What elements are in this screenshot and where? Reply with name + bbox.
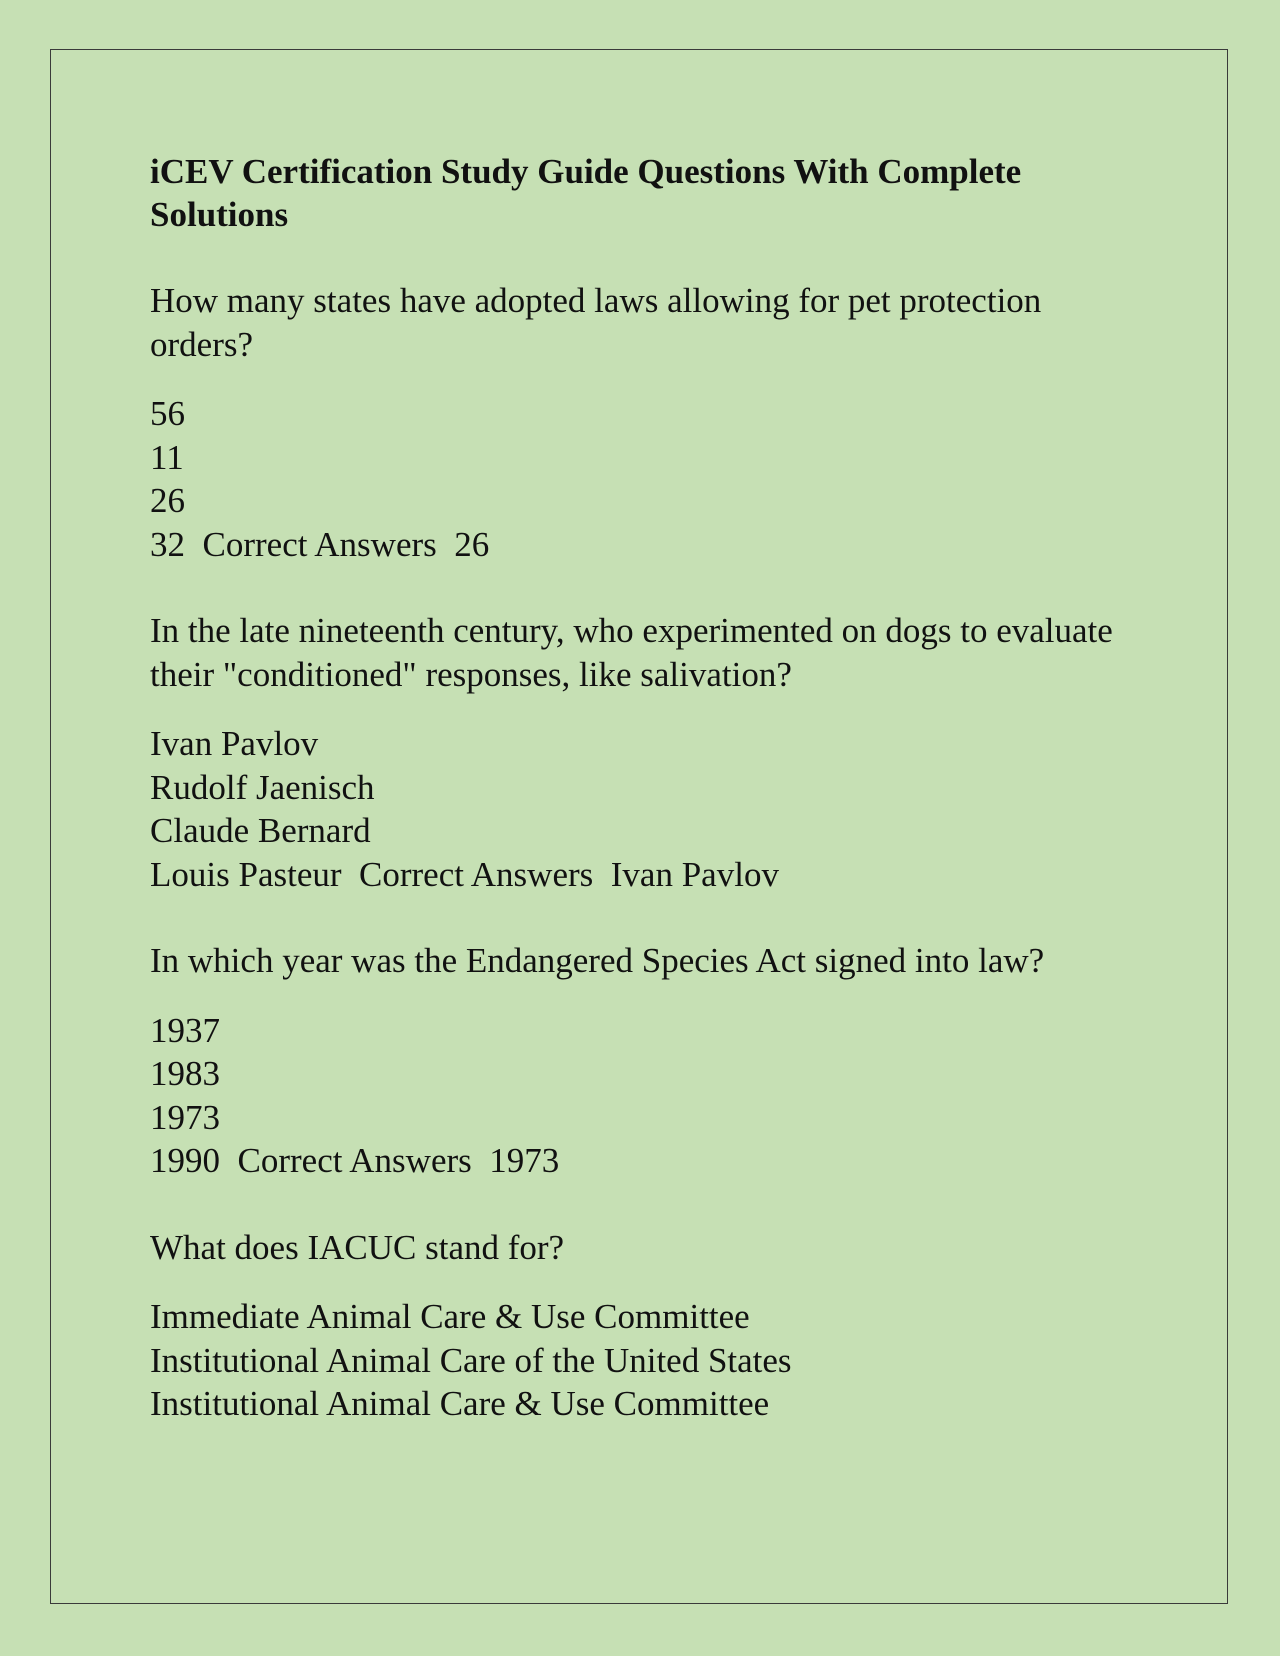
correct-answer-label: Correct Answers (202, 524, 437, 564)
answer-option: 1973 (150, 1097, 220, 1137)
question-block (150, 939, 1150, 1183)
answer-option: 32 (150, 524, 185, 564)
answer-option: 1990 (150, 1141, 220, 1180)
answer-option-with-answer (150, 853, 1150, 897)
question-text: In the late nineteenth century, who experimented on dogs to evaluate their "conditioned" responses, like salivation? (150, 611, 1113, 694)
correct-answer: 26 (454, 524, 490, 564)
answer-option: Louis Pasteur (150, 854, 342, 894)
answer-option: Institutional Animal Care of the United States (150, 1340, 792, 1380)
answer-option: 1983 (150, 1054, 220, 1093)
answer-option: 11 (150, 437, 184, 477)
question-block (150, 279, 1150, 566)
answer-option: Claude Bernard (150, 811, 371, 850)
answer-option-with-answer (150, 1139, 1150, 1183)
answer-option: 1937 (150, 1010, 220, 1050)
answer-option: Immediate Animal Care & Use Committee (150, 1297, 750, 1336)
correct-answer-label: Correct Answers (359, 854, 594, 894)
answer-option: Ivan Pavlov (150, 724, 319, 763)
correct-answer: Ivan Pavlov (610, 854, 779, 894)
question-text: What does IACUC stand for? (150, 1227, 565, 1267)
question-text: In which year was the Endangered Species Act signed into law? (150, 941, 1045, 980)
answer-option: 26 (150, 481, 185, 520)
answer-option: Rudolf Jaenisch (150, 767, 375, 807)
answer-option-with-answer (150, 523, 1150, 567)
question-text: How many states have adopted laws allowing for pet protection orders? (150, 281, 1042, 364)
question-block (150, 609, 1150, 896)
question-block (150, 1226, 1150, 1426)
answer-option: Institutional Animal Care & Use Committee (150, 1384, 770, 1423)
document-title: iCEV Certification Study Guide Questions With Complete Solutions (150, 152, 1022, 234)
answer-option: 56 (150, 394, 185, 433)
document-body (150, 150, 1150, 1469)
correct-answer: 1973 (489, 1141, 560, 1180)
correct-answer-label: Correct Answers (237, 1141, 472, 1180)
